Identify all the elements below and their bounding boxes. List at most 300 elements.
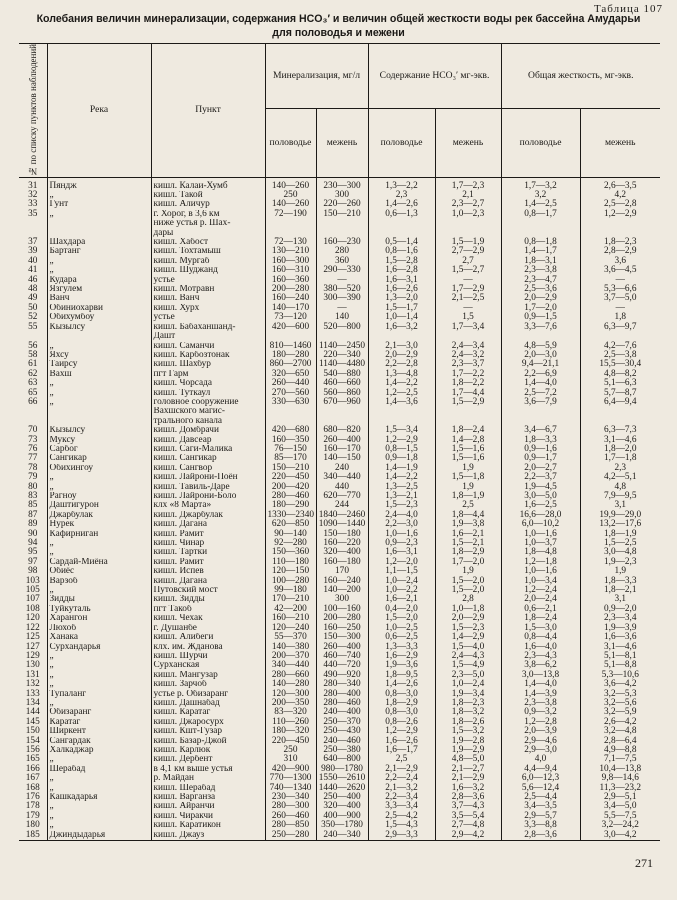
cell-mineral-flood: 100—280 [265, 577, 316, 586]
cell-river: Варзоб [47, 577, 151, 586]
cell-mineral-flood: 620—850 [265, 520, 316, 529]
cell-mineral-flood: 280—300 [265, 802, 316, 811]
cell-river: Кудара [47, 276, 151, 285]
cell-point: кишл. Каратаг [151, 708, 265, 717]
cell-river: Тупаланг [47, 690, 151, 699]
cell-river: Вахш [47, 370, 151, 379]
cell-hardness-flood: 0,8—4,4 [501, 633, 580, 642]
cell-hardness-flood: 1,2—1,8 [501, 558, 580, 567]
cell-river: Шерабад [47, 765, 151, 774]
cell-hardness-flood: 2,2—3,7 [501, 473, 580, 482]
cell-hardness-low: 3,1—4,6 [580, 436, 660, 445]
table-row [19, 407, 660, 416]
cell-river: Шахдара [47, 238, 151, 247]
cell-hardness-low: 3,2—24,2 [580, 821, 660, 830]
cell-river [47, 417, 151, 426]
cell-river: Обиниохарви [47, 304, 151, 313]
cell-river: Джарбулак [47, 511, 151, 520]
cell-point: клх. им. Жданова [151, 643, 265, 652]
cell-hardness-low: 6,4—9,4 [580, 398, 660, 407]
cell-point: кишл. Рамит [151, 530, 265, 539]
cell-num: 165 [19, 755, 47, 764]
cell-river: Зидды [47, 595, 151, 604]
cell-mineral-low: 240—400 [316, 708, 368, 717]
cell-hco3-low: 2,4—3,4 [435, 342, 501, 351]
table-label: Таблица 107 [593, 3, 663, 15]
cell-hardness-low: 3,1 [580, 595, 660, 604]
cell-mineral-low: 380—520 [316, 285, 368, 294]
table-row [19, 831, 660, 841]
cell-hco3-low: 2,3—2,7 [435, 200, 501, 209]
cell-num [19, 407, 47, 416]
cell-mineral-low: 150—300 [316, 633, 368, 642]
cell-river: „ [47, 389, 151, 398]
title-line-1: Колебания величин минерализации, содержания HCO₃′ и величин общей жесткости воды рек бассейна Амударьи [36, 13, 641, 25]
header-mineral: Минерализация, мг/л [265, 44, 368, 109]
cell-num: 73 [19, 436, 47, 445]
cell-hardness-flood: 1,7—3,2 [501, 177, 580, 191]
cell-hco3-flood: 1,6—3,2 [368, 323, 435, 332]
cell-mineral-low: 160—170 [316, 445, 368, 454]
cell-num: 120 [19, 614, 47, 623]
cell-hardness-flood: 0,9—1,5 [501, 313, 580, 322]
cell-hardness-low: 4,2—5,1 [580, 473, 660, 482]
cell-hco3-flood: 1,5—1,7 [368, 304, 435, 313]
cell-mineral-low: 560—860 [316, 389, 368, 398]
cell-mineral-low: 490—920 [316, 671, 368, 680]
cell-hco3-low: 1,5 [435, 313, 501, 322]
cell-mineral-flood: 200—280 [265, 285, 316, 294]
cell-point: кишл. Джаросурх [151, 718, 265, 727]
cell-hco3-flood: 1,4—2,6 [368, 200, 435, 209]
cell-hardness-low: 2,8—6,4 [580, 737, 660, 746]
cell-mineral-flood: 330—630 [265, 398, 316, 407]
cell-mineral-low: 280—400 [316, 690, 368, 699]
cell-point: кишл. Домбрачи [151, 426, 265, 435]
cell-hco3-flood: 1,5—4,3 [368, 821, 435, 830]
cell-point: кишл. Аличур [151, 200, 265, 209]
cell-hco3-flood: 1,6—2,8 [368, 266, 435, 275]
cell-river: Даштигурон [47, 501, 151, 510]
cell-hco3-flood: 0,8—3,0 [368, 708, 435, 717]
cell-hco3-flood: 2,9—3,3 [368, 831, 435, 841]
cell-hco3-low: 1,8—2,2 [435, 379, 501, 388]
cell-mineral-low: 1140—4480 [316, 360, 368, 369]
cell-hardness-flood [501, 407, 580, 416]
cell-mineral-low: 140 [316, 313, 368, 322]
cell-hardness-flood: 1,6—2,5 [501, 501, 580, 510]
cell-num: 49 [19, 294, 47, 303]
cell-hardness-flood: 0,8—1,7 [501, 210, 580, 219]
cell-river: Нурек [47, 520, 151, 529]
cell-num: 168 [19, 784, 47, 793]
cell-num: 90 [19, 530, 47, 539]
cell-mineral-flood: 770—1300 [265, 774, 316, 783]
cell-hco3-low: 2,9—4,2 [435, 831, 501, 841]
header-hco3: Содержание HCO₃′ мг-экв. [368, 44, 501, 109]
cell-point: кишл. Дагана [151, 577, 265, 586]
title-line-2: для половодья и межени [272, 27, 405, 39]
header-hco3-flood: половодье [368, 108, 435, 177]
cell-point: кишл. Давсеар [151, 436, 265, 445]
cell-hco3-low: 1,9 [435, 567, 501, 576]
cell-mineral-low: 244 [316, 501, 368, 510]
cell-hardness-low: 3,0—4,8 [580, 548, 660, 557]
cell-mineral-flood: 140—260 [265, 200, 316, 209]
cell-mineral-flood: 140—380 [265, 643, 316, 652]
cell-num: 179 [19, 812, 47, 821]
cell-hco3-flood: 2,1—2,9 [368, 765, 435, 774]
cell-hardness-flood: 1,4—1,7 [501, 247, 580, 256]
cell-hardness-low: 3,2—4,8 [580, 727, 660, 736]
cell-num: 52 [19, 313, 47, 322]
cell-hco3-flood: 2,5—4,2 [368, 812, 435, 821]
cell-hardness-low: 1,8—2,0 [580, 445, 660, 454]
cell-mineral-flood [265, 407, 316, 416]
cell-hco3-flood: 1,0—2,4 [368, 577, 435, 586]
cell-hardness-flood: 0,8—1,8 [501, 238, 580, 247]
cell-hardness-low: 3,2—5,9 [580, 708, 660, 717]
cell-mineral-flood: 230—340 [265, 793, 316, 802]
cell-mineral-low: 520—800 [316, 323, 368, 332]
cell-point: кишл. Айранчи [151, 802, 265, 811]
cell-point: г. Хорог, в 3,6 км [151, 210, 265, 219]
header-hardness: Общая жесткость, мг-экв. [501, 44, 660, 109]
cell-river: „ [47, 802, 151, 811]
header-mineral-flood: половодье [265, 108, 316, 177]
cell-river: Обихумбоу [47, 313, 151, 322]
cell-num: 46 [19, 276, 47, 285]
cell-num: 127 [19, 643, 47, 652]
cell-hardness-flood: 3,0—5,0 [501, 492, 580, 501]
cell-hardness-flood: 1,8—3,3 [501, 436, 580, 445]
cell-hco3-flood: 1,9—3,6 [368, 661, 435, 670]
cell-hardness-flood: 1,4—4,0 [501, 379, 580, 388]
cell-mineral-low: 460—740 [316, 652, 368, 661]
cell-num: 131 [19, 671, 47, 680]
cell-mineral-flood: 160—300 [265, 257, 316, 266]
cell-hco3-low: 1,0—2,3 [435, 210, 501, 219]
cell-hco3-flood: 2,2—2,8 [368, 360, 435, 369]
cell-hardness-flood: 1,6—4,0 [501, 643, 580, 652]
cell-river: Кашкадарья [47, 793, 151, 802]
cell-hardness-low: 3,1 [580, 501, 660, 510]
cell-hco3-low: 1,7—4,4 [435, 389, 501, 398]
cell-hco3-flood: 1,5—2,0 [368, 614, 435, 623]
cell-mineral-low: 360 [316, 257, 368, 266]
cell-hco3-flood: 2,2—3,4 [368, 793, 435, 802]
cell-hco3-low: 1,7—3,4 [435, 323, 501, 332]
cell-hardness-flood: 1,8—4,8 [501, 548, 580, 557]
cell-point: ниже устья р. Шах- [151, 219, 265, 228]
cell-mineral-low: 170 [316, 567, 368, 576]
cell-hco3-flood: 1,1—1,5 [368, 567, 435, 576]
cell-mineral-low: 160—220 [316, 539, 368, 548]
cell-hco3-flood: 1,3—2,0 [368, 294, 435, 303]
cell-mineral-low: 300 [316, 191, 368, 200]
cell-point: кишл. Тавиль-Даре [151, 483, 265, 492]
cell-num: 130 [19, 661, 47, 670]
cell-river: Обиёс [47, 567, 151, 576]
cell-mineral-low: 400—900 [316, 812, 368, 821]
cell-hardness-flood: 4,8—5,9 [501, 342, 580, 351]
cell-hco3-low: 1,7—2,2 [435, 370, 501, 379]
cell-num: 103 [19, 577, 47, 586]
cell-mineral-low: 280—460 [316, 699, 368, 708]
cell-num: 31 [19, 177, 47, 191]
cell-hco3-low: 1,5—2,1 [435, 539, 501, 548]
cell-hco3-low: 2,7 [435, 257, 501, 266]
cell-mineral-low: 150—210 [316, 210, 368, 219]
cell-hardness-flood: 2,9—5,7 [501, 812, 580, 821]
cell-mineral-flood: 310 [265, 755, 316, 764]
cell-hardness-flood: 2,0—2,7 [501, 464, 580, 473]
cell-hco3-low: 1,8—2,9 [435, 548, 501, 557]
cell-hardness-flood: 3,4—6,7 [501, 426, 580, 435]
cell-hardness-flood: 1,9—4,5 [501, 483, 580, 492]
cell-mineral-flood: 810—1460 [265, 342, 316, 351]
cell-river: „ [47, 266, 151, 275]
cell-river: „ [47, 210, 151, 219]
cell-hco3-flood: 1,8—2,9 [368, 699, 435, 708]
header-hco3-low: межень [435, 108, 501, 177]
cell-river: „ [47, 379, 151, 388]
cell-river: „ [47, 784, 151, 793]
cell-hardness-low: 3,4—5,0 [580, 802, 660, 811]
cell-num: 185 [19, 831, 47, 841]
cell-hco3-flood: 1,0—1,6 [368, 530, 435, 539]
cell-num: 76 [19, 445, 47, 454]
table-title [20, 12, 657, 40]
cell-hardness-low: — [580, 304, 660, 313]
cell-num: 78 [19, 464, 47, 473]
page-number: 271 [635, 856, 653, 870]
cell-hco3-flood: 0,6—2,5 [368, 633, 435, 642]
cell-hco3-low: 1,8—3,2 [435, 708, 501, 717]
cell-point: Вахшского магис- [151, 407, 265, 416]
cell-mineral-low: — [316, 276, 368, 285]
cell-hco3-low [435, 407, 501, 416]
cell-hardness-low: 1,8—2,1 [580, 586, 660, 595]
cell-num: 33 [19, 200, 47, 209]
cell-hardness-low: 5,5—7,5 [580, 812, 660, 821]
header-hardness-low: межень [580, 108, 660, 177]
cell-hco3-flood: 1,0—2,2 [368, 586, 435, 595]
cell-river [47, 229, 151, 238]
cell-num: 176 [19, 793, 47, 802]
cell-hco3-low: 1,6—3,2 [435, 784, 501, 793]
header-num: № по списку пунктов наблюдений [19, 44, 47, 178]
cell-hco3-flood [368, 407, 435, 416]
cell-hardness-flood: 5,6—12,4 [501, 784, 580, 793]
cell-hardness-flood: 1,2—2,4 [501, 586, 580, 595]
cell-hco3-flood: 0,8—1,6 [368, 247, 435, 256]
cell-hco3-flood: 2,1—3,0 [368, 342, 435, 351]
cell-mineral-low: 250—370 [316, 718, 368, 727]
cell-mineral-low: 980—1780 [316, 765, 368, 774]
cell-num: 156 [19, 746, 47, 755]
cell-hardness-low: 7,9—9,5 [580, 492, 660, 501]
cell-hco3-low: 2,1—2,9 [435, 774, 501, 783]
cell-river: „ [47, 257, 151, 266]
cell-hco3-flood: 1,2—2,5 [368, 389, 435, 398]
cell-hco3-flood: 0,5—1,4 [368, 238, 435, 247]
cell-mineral-low: 100—160 [316, 605, 368, 614]
cell-hardness-flood: 2,8—3,6 [501, 831, 580, 841]
cell-mineral-flood: 120—150 [265, 567, 316, 576]
cell-mineral-flood: 740—1340 [265, 784, 316, 793]
cell-hardness-low: 3,1—4,6 [580, 643, 660, 652]
cell-num: 39 [19, 247, 47, 256]
cell-river: Гунт [47, 200, 151, 209]
cell-hardness-flood: 2,5—3,6 [501, 285, 580, 294]
cell-mineral-low: 140—150 [316, 454, 368, 463]
cell-num: 63 [19, 379, 47, 388]
cell-hardness-low: 1,8 [580, 313, 660, 322]
cell-hardness-low: 13,2—17,6 [580, 520, 660, 529]
cell-point: кишл. Испев [151, 567, 265, 576]
cell-hardness-flood: 6,0—12,3 [501, 774, 580, 783]
cell-mineral-low: 140—200 [316, 586, 368, 595]
cell-mineral-flood: 72—190 [265, 210, 316, 219]
cell-point: кишл. Ванч [151, 294, 265, 303]
cell-hco3-flood: 1,6—3,1 [368, 548, 435, 557]
cell-mineral-flood: 280—460 [265, 492, 316, 501]
cell-hco3-flood: 1,3—3,3 [368, 643, 435, 652]
cell-mineral-low: 300—390 [316, 294, 368, 303]
cell-hardness-flood: 3,3—8,8 [501, 821, 580, 830]
cell-river: Бартанг [47, 247, 151, 256]
cell-hco3-low: 1,5—4,0 [435, 643, 501, 652]
cell-hardness-flood: 6,0—10,2 [501, 520, 580, 529]
cell-mineral-low: 320—400 [316, 548, 368, 557]
cell-num: 70 [19, 426, 47, 435]
cell-num: 154 [19, 737, 47, 746]
cell-hco3-flood: 1,0—2,5 [368, 624, 435, 633]
cell-hardness-flood: 3,8—6,2 [501, 661, 580, 670]
cell-mineral-flood: 260—440 [265, 379, 316, 388]
cell-hco3-flood: 1,5—2,3 [368, 501, 435, 510]
cell-mineral-flood: 83—320 [265, 708, 316, 717]
cell-hco3-low: 1,8—2,6 [435, 718, 501, 727]
cell-hardness-low: 5,1—6,3 [580, 379, 660, 388]
cell-hardness-low [580, 219, 660, 228]
cell-hco3-flood: 2,1—3,2 [368, 784, 435, 793]
cell-point: кишл. Дагана [151, 520, 265, 529]
cell-num: 55 [19, 323, 47, 332]
cell-hco3-low: 1,5—2,3 [435, 624, 501, 633]
cell-num: 122 [19, 624, 47, 633]
cell-point: Путовский мост [151, 586, 265, 595]
cell-num: 150 [19, 727, 47, 736]
cell-river: „ [47, 398, 151, 407]
cell-hardness-low: 2,9—5,1 [580, 793, 660, 802]
cell-point: устье р. Обизаранг [151, 690, 265, 699]
cell-river: „ [47, 652, 151, 661]
cell-hardness-low: 2,6—3,5 [580, 177, 660, 191]
cell-hardness-low: 6,3—7,3 [580, 426, 660, 435]
cell-hardness-low: 1,9—3,9 [580, 624, 660, 633]
cell-hco3-low: 1,9—3,4 [435, 690, 501, 699]
cell-hco3-flood [368, 219, 435, 228]
cell-num: 41 [19, 266, 47, 275]
cell-mineral-flood: 90—140 [265, 530, 316, 539]
cell-mineral-flood: 420—900 [265, 765, 316, 774]
cell-mineral-flood: 250—280 [265, 831, 316, 841]
cell-river: „ [47, 483, 151, 492]
cell-point: кишл. Дашнабад [151, 699, 265, 708]
cell-hco3-low: 1,5—2,7 [435, 266, 501, 275]
cell-hco3-low: 2,3—3,7 [435, 360, 501, 369]
cell-hardness-flood: 1,0—1,6 [501, 530, 580, 539]
cell-river: Джиндыдарья [47, 831, 151, 841]
cell-num: 66 [19, 398, 47, 407]
cell-mineral-flood: 73—120 [265, 313, 316, 322]
cell-river: Яхсу [47, 351, 151, 360]
table-row [19, 398, 660, 407]
cell-hco3-low: 1,9 [435, 464, 501, 473]
header-hardness-flood: половодье [501, 108, 580, 177]
cell-river: Кызылсу [47, 323, 151, 332]
cell-point: пгт Гарм [151, 370, 265, 379]
cell-num: 180 [19, 821, 47, 830]
cell-hco3-flood: 1,3—2,5 [368, 483, 435, 492]
cell-hardness-flood: 1,4—4,0 [501, 680, 580, 689]
cell-mineral-low: 150—180 [316, 530, 368, 539]
cell-river: Сардай-Миёна [47, 558, 151, 567]
cell-hco3-flood: 1,4—2,2 [368, 473, 435, 482]
cell-point: кишл. Бабаханшанд- [151, 323, 265, 332]
cell-hco3-flood: 1,6—2,6 [368, 737, 435, 746]
cell-point: кишл. Мангузар [151, 671, 265, 680]
cell-mineral-flood: 420—600 [265, 323, 316, 332]
cell-hco3-low: 2,8 [435, 595, 501, 604]
cell-hardness-low: 0,9—2,0 [580, 605, 660, 614]
cell-hardness-flood: 1,5—3,0 [501, 624, 580, 633]
cell-hco3-low: 1,7—2,0 [435, 558, 501, 567]
cell-hardness-flood: 2,0—3,0 [501, 351, 580, 360]
cell-point: кишл. Джарбулак [151, 511, 265, 520]
cell-hco3-low: 1,9 [435, 483, 501, 492]
cell-point: дары [151, 229, 265, 238]
cell-hco3-low: 2,0—2,9 [435, 614, 501, 623]
cell-point: кишл. Алибеги [151, 633, 265, 642]
cell-num: 87 [19, 511, 47, 520]
cell-hco3-flood: 2,4—4,0 [368, 511, 435, 520]
cell-hardness-low: 2,5—2,8 [580, 200, 660, 209]
cell-river: Кызылсу [47, 426, 151, 435]
cell-mineral-low: 300 [316, 595, 368, 604]
cell-mineral-low: 1440—2620 [316, 784, 368, 793]
cell-point: в 4,1 км выше устья [151, 765, 265, 774]
cell-hardness-flood: 0,9—3,2 [501, 708, 580, 717]
cell-point: кишл. Зидды [151, 595, 265, 604]
cell-hco3-flood: 2,2—3,0 [368, 520, 435, 529]
cell-num: 58 [19, 351, 47, 360]
cell-river: Сарбог [47, 445, 151, 454]
cell-river: „ [47, 812, 151, 821]
cell-hco3-low: 4,8—5,0 [435, 755, 501, 764]
cell-mineral-low: 440 [316, 483, 368, 492]
cell-hco3-flood: 0,4—2,0 [368, 605, 435, 614]
cell-mineral-flood: 200—370 [265, 652, 316, 661]
cell-point: кишл. Туткаул [151, 389, 265, 398]
cell-num: 37 [19, 238, 47, 247]
cell-hco3-flood: 3,3—3,4 [368, 802, 435, 811]
cell-hco3-low: 1,6—2,1 [435, 530, 501, 539]
cell-mineral-flood: 280—850 [265, 821, 316, 830]
cell-num: 105 [19, 586, 47, 595]
